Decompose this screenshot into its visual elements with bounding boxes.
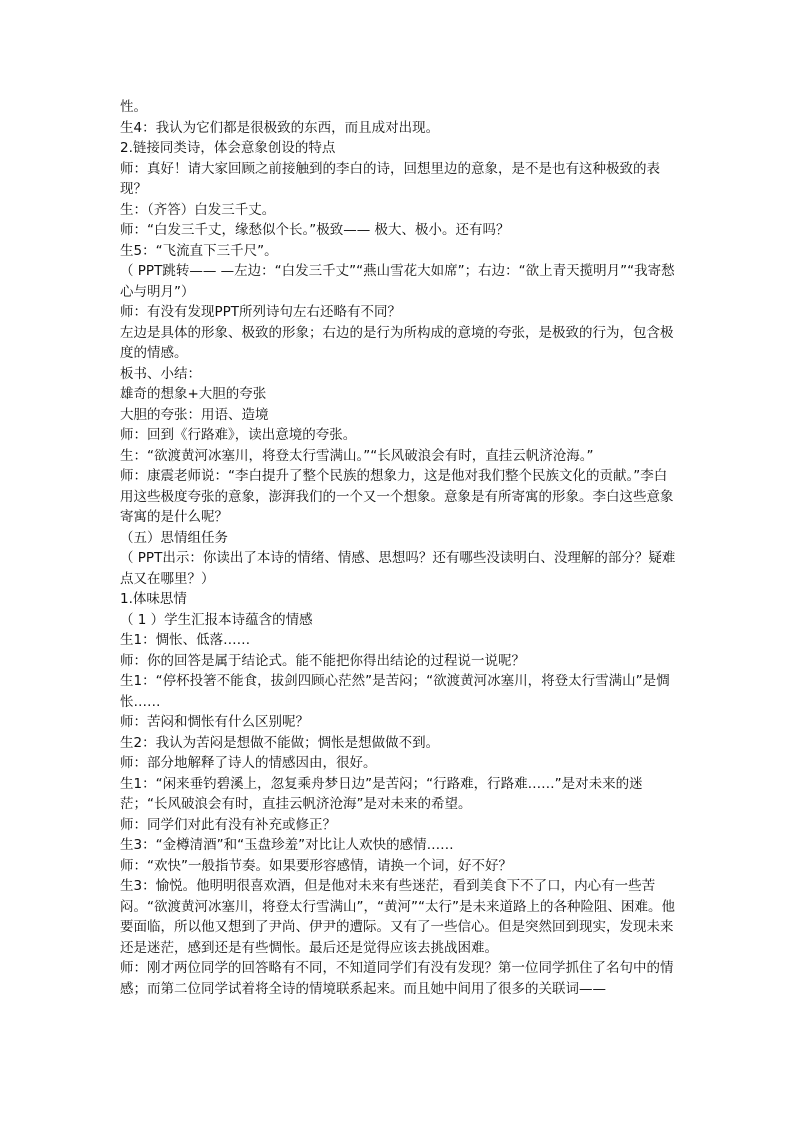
paragraph: 生3：愉悦。他明明很喜欢酒，但是他对未来有些迷茫，看到美食下不了口，内心有一些苦闷。“欲渡黄河冰塞川，将登太行雪满山”，“黄河”“太行”是未来道路上的各种险阻、困难。他要面临，所以他又想到了尹尚、伊尹的遭际。又有了一些信心。但是突然回到现实，发现未来还是迷茫，感到还是有些惆怅。最后还是觉得应该去挑战困难。 bbox=[120, 878, 675, 956]
document-body bbox=[120, 97, 680, 999]
paragraph: 师：有没有发现PPT所列诗句左右还略有不同？ bbox=[120, 304, 402, 320]
paragraph: （ PPT跳转—— —左边：“白发三千丈”“燕山雪花大如席”；右边：“欲上青天揽明月”“我寄愁心与明月”） bbox=[120, 263, 675, 300]
paragraph: 师：你的回答是属于结论式。能不能把你得出结论的过程说一说呢？ bbox=[120, 652, 525, 669]
paragraph: 师：康震老师说：“李白提升了整个民族的想象力，这是他对我们整个民族文化的贡献。”李白用这些极度夸张的意象，澎湃我们的一个又一个想象。意象是有所寄寓的形象。李白这些意象寄寓的是什么呢？ bbox=[120, 468, 674, 525]
paragraph: 生1：惆怅、低落…… bbox=[120, 632, 251, 648]
paragraph: 生5：“飞流直下三千尺”。 bbox=[120, 242, 278, 259]
section-heading: （五）思情组任务 bbox=[120, 529, 228, 546]
paragraph: 生4：我认为它们都是很极致的东西，而且成对出现。 bbox=[120, 119, 440, 136]
paragraph: 生2：我认为苦闷是想做不能做；惆怅是想做做不到。 bbox=[120, 734, 440, 751]
paragraph: 左边是具体的形象、极致的形象；右边的是行为所构成的意境的夸张，是极致的行为，包含极度的情感。 bbox=[120, 324, 674, 361]
paragraph: 师：真好！请大家回顾之前接触到的李白的诗，回想里边的意象，是不是也有这种极致的表现？ bbox=[120, 160, 660, 197]
paragraph: 师：同学们对此有没有补充或修正？ bbox=[120, 816, 336, 833]
section-heading: 2.链接同类诗，体会意象创设的特点 bbox=[120, 140, 336, 156]
paragraph: （ PPT出示：你读出了本诗的情绪、情感、思想吗？还有哪些没读明白、没理解的部分？疑难点又在哪里？） bbox=[120, 550, 676, 587]
paragraph: 生：“欲渡黄河冰塞川，将登太行雪满山。”“长风破浪会有时，直挂云帆济沧海。” bbox=[120, 447, 594, 464]
paragraph: 性。 bbox=[120, 99, 147, 115]
paragraph: 生1：“停杯投箸不能食，拔剑四顾心茫然”是苦闷；“欲渡黄河冰塞川，将登太行雪满山”是惆怅…… bbox=[120, 673, 670, 710]
paragraph: 雄奇的想象+大胆的夸张 bbox=[120, 386, 267, 402]
paragraph: 大胆的夸张：用语、造境 bbox=[120, 406, 269, 423]
paragraph: 师：刚才两位同学的回答略有不同，不知道同学们有没有发现？第一位同学抓住了名句中的情感；而第二位同学试着将全诗的情境联系起来。而且她中间用了很多的关联词—— bbox=[120, 960, 674, 997]
paragraph: 师：回到《行路难》，读出意境的夸张。 bbox=[120, 427, 357, 443]
paragraph: 生：（齐答）白发三千丈。 bbox=[120, 201, 276, 218]
paragraph: 师：苦闷和惆怅有什么区别呢？ bbox=[120, 714, 309, 730]
paragraph: 生3：“金樽清酒”和“玉盘珍羞”对比让人欢快的感情…… bbox=[120, 837, 454, 853]
paragraph: 板书、小结： bbox=[120, 365, 201, 382]
paragraph: 师：“白发三千丈，缘愁似个长。”极致—— 极大、极小。还有吗？ bbox=[120, 222, 510, 238]
paragraph: 师：“欢快”一般指节奏。如果要形容感情，请换一个词，好不好？ bbox=[120, 857, 512, 874]
section-heading: 1.体味思情 bbox=[120, 591, 187, 607]
paragraph: 生1：“闲来垂钓碧溪上，忽复乘舟梦日边”是苦闷；“行路难，行路难……”是对未来的迷茫；“长风破浪会有时，直挂云帆济沧海”是对未来的希望。 bbox=[120, 775, 643, 812]
paragraph: （ 1 ）学生汇报本诗蕴含的情感 bbox=[120, 611, 313, 628]
paragraph: 师：部分地解释了诗人的情感因由，很好。 bbox=[120, 755, 377, 771]
